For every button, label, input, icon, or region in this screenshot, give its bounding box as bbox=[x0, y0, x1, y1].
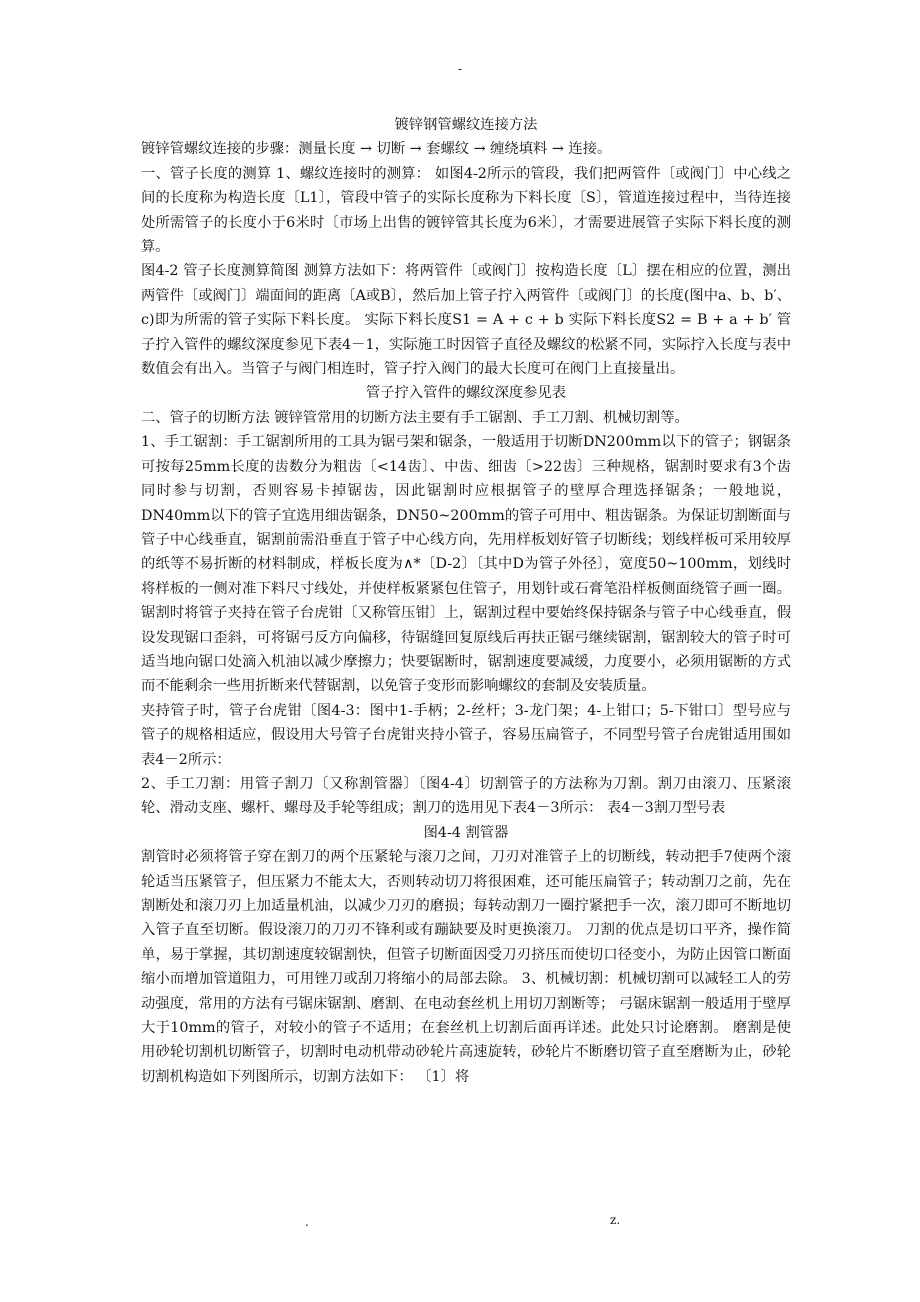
paragraph-cutting-methods: 二、管子的切断方法 镀锌管常用的切断方法主要有手工锯割、手工刀割、机械切割等。 bbox=[141, 409, 689, 426]
document-title: 镀锌钢管螺纹连接方法 bbox=[394, 117, 538, 133]
paragraph-hand-cutter: 2、手工刀割：用管子割刀〔又称割管器〕〔图4-4〕切割管子的方法称为刀割。割刀由滚刀、压紧滚轮、滑动支座、螺杆、螺母及手轮等组成；割刀的选用见下表4－3所示： 表4－3割刀型号表 bbox=[141, 775, 791, 817]
paragraph-pipe-vise: 夹持管子时，管子台虎钳〔图4-3：图中1-手柄；2-丝杆；3-龙门架；4-上钳口；5-下钳口〕型号应与管子的规格相适应，假设用大号管子台虎钳夹持小管子，容易压扁管子，不同型号管子台虎钳适用围如表4－2所示： bbox=[141, 702, 791, 768]
page-footer-right: z. bbox=[610, 1213, 621, 1227]
page-header-mark: - bbox=[457, 62, 463, 76]
paragraph-length-measure: 一、管子长度的测算 1、螺纹连接时的测算： 如图4-2所示的管段，我们把两管件〔或阀门〕中心线之间的长度称为构造长度〔L1〕，管段中管子的实际长度称为下料长度〔S〕，管道连接过程中，当待连接处所需管子的长度小于6米时〔市场上出售的镀锌管其长度为6米〕，才需要进展管子实际下料长度的测算。 bbox=[141, 165, 791, 256]
table-caption-thread-depth: 管子拧入管件的螺纹深度参见表 bbox=[365, 385, 567, 402]
paragraph-cutting-procedure: 割管时必须将管子穿在割刀的两个压紧轮与滚刀之间，刀刃对准管子上的切断线，转动把手7使两个滚轮适当压紧管子，但压紧力不能太大，否则转动切刀将很困难，还可能压扁管子；转动割刀之前，先在割断处和滚刀刃上加适量机油，以减少刀刃的磨损；每转动割刀一圈拧紧把手一次，滚刀即可不断地切入管子直至切断。假设滚刀的刀刃不锋利或有蹦缺要及时更换滚刀。 刀割的优点是切口平齐，操作简单，易于掌握，其切割速度较锯割快，但管子切断面因受刀刃挤压而使切口径变小，为防止因管口断面缩小而增加管道阻力，可用锉刀或刮刀将缩小的局部去除。 3、机械切割：机械切割可以减轻工人的劳动强度，常用的方法有弓锯床锯割、磨割、在电动套丝机上用切刀割断等； 弓锯床锯割一般适用于壁厚大于10mm的管子，对较小的管子不适用；在套丝机上切割后面再详述。此处只讨论磨割。 磨割是使用砂轮切割机切断管子，切割时电动机带动砂轮片高速旋转，砂轮片不断磨切管子直至磨断为止，砂轮切割机构造如下列图所示，切割方法如下： 〔1〕将 bbox=[141, 849, 791, 1085]
document-body bbox=[141, 113, 791, 1089]
paragraph-figure-4-2: 图4-2 管子长度测算简图 测算方法如下：将两管件〔或阀门〕按构造长度〔L〕摆在相应的位置，测出两管件〔或阀门〕端面间的距离〔A或B〕，然后加上管子拧入两管件〔或阀门〕的长度(图中a、b、b′、c)即为所需的管子实际下料长度。 实际下料长度S1 = A + c + b 实际下料长度S2 = B + a + b′ 管子拧入管件的螺纹深度参见下表4－1，实际施工时因管子直径及螺纹的松紧不同，实际拧入长度与表中数值会有出入。当管子与阀门相连时，管子拧入阀门的最大长度可在阀门上直接量出。 bbox=[141, 263, 792, 378]
paragraph-hand-sawing: 1、手工锯割：手工锯割所用的工具为锯弓架和锯条，一般适用于切断DN200mm以下的管子；钢锯条可按每25mm长度的齿数分为粗齿〔<14齿〕、中齿、细齿〔>22齿〕三种规格，锯割时要求有3个齿同时参与切割，否则容易卡掉锯齿，因此锯割时应根据管子的壁厚合理选择锯条；一般地说，DN40mm以下的管子宜选用细齿锯条，DN50~200mm的管子可用中、粗齿锯条。为保证切割断面与管子中心线垂直，锯割前需沿垂直于管子中心线方向，先用样板划好管子切断线；划线样板可采用较厚的纸等不易折断的材料制成，样板长度为∧*〔D-2〕〔其中D为管子外径〕，宽度50~100mm，划线时将样板的一侧对准下料尺寸线处，并使样板紧紧包住管子，用划针或石膏笔沿样板侧面绕管子画一圈。锯割时将管子夹持在管子台虎钳〔又称管压钳〕上，锯割过程中要始终保持锯条与管子中心线垂直，假设发现锯口歪斜，可将锯弓反方向偏移，待锯缝回复原线后再扶正锯弓继续锯割，锯割较大的管子时可适当地向锯口处滴入机油以减少摩擦力；快要锯断时，锯割速度要减缓，力度要小，必须用锯断的方式而不能剩余一些用折断来代替锯割，以免管子变形而影响螺纹的套制及安装质量。 bbox=[141, 434, 791, 695]
paragraph-steps: 镀锌管螺纹连接的步骤：测量长度 → 切断 → 套螺纹 → 缠绕填料 → 连接。 bbox=[141, 141, 612, 158]
page-footer-left: . bbox=[305, 1215, 309, 1229]
figure-caption-4-4: 图4-4 割管器 bbox=[423, 824, 509, 841]
